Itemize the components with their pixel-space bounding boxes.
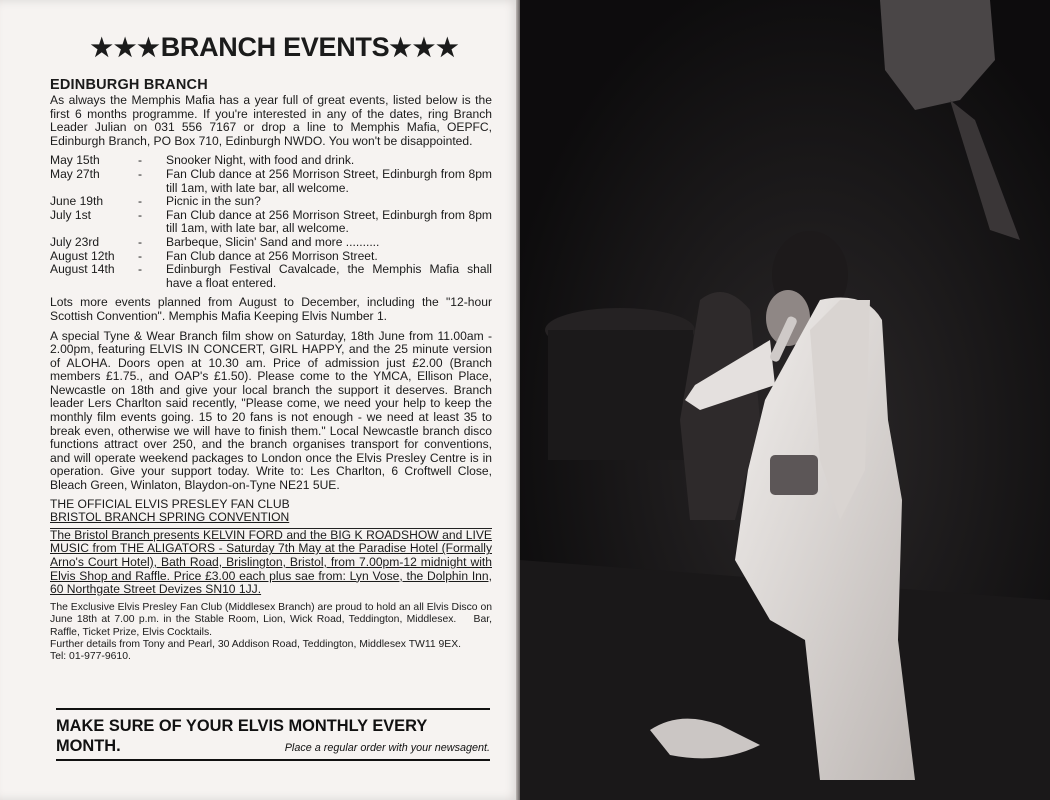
event-date: July 23rd xyxy=(50,234,100,249)
banner-note: Place a regular order with your newsagent. xyxy=(284,742,490,754)
event-date: August 12th xyxy=(50,248,115,263)
event-description: Fan Club dance at 256 Morrison Street. xyxy=(166,248,378,263)
event-row xyxy=(50,168,492,195)
page-title xyxy=(58,30,492,65)
banner-line-1: MAKE SURE OF YOUR ELVIS MONTHLY EVERY xyxy=(56,717,428,735)
event-dash: - xyxy=(138,262,143,277)
event-dash: - xyxy=(138,153,143,168)
title-stars-left: ★★★ xyxy=(90,34,161,62)
bristol-paragraph: The Bristol Branch presents KELVIN FORD and the BIG K ROADSHOW and LIVE MUSIC from THE ALIGATORS - Saturday 7th May at the Paradise Hotel (Formally Arno's Court Hotel), Bath Road, Brislington, Bristol, from 7.00pm-12 midnight with Elvis Shop and Raffle. Price £3.00 each plus sae from: Lyn Vose, the Dolphin Inn, 60 Northgate Street Devizes SN10 1JJ. xyxy=(50,527,492,597)
event-description: Fan Club dance at 256 Morrison Street, Edinburgh from 8pm till 1am, with late bar, all welcome. xyxy=(166,166,492,195)
performer-belt xyxy=(770,455,818,495)
article-column xyxy=(50,30,495,664)
event-date: July 1st xyxy=(50,207,91,222)
tyne-wear-paragraph: A special Tyne & Wear Branch film show on Saturday, 18th June from 11.00am - 2.00pm, featuring ELVIS IN CONCERT, GIRL HAPPY, and the 25 minute version of ALOHA. Doors open at 10.30 am. Price of admission just £2.00 (Branch members £1.75., and OAP's £1.50). Please come to the YMCA, Ellison Place, Newcastle on 18th and give your local branch the support it deserves. Branch leader Lers Charlton said recently, "Please come, we need your help to keep the monthly film events going. 15 to 20 fans is not enough - we need at least 35 to break even, otherwise we will have to finish them." Local Newcastle branch disco functions attract over 250, and the branch organises transport for conventions, and will operate weekend packages to London once the Elvis Presley Centre is in operation. Give your support today. Write to: Les Charlton, 6 Croftwell Close, Bleach Green, Winlaton, Blaydon-on-Tyne NE21 5UE. xyxy=(50,328,492,493)
event-dash: - xyxy=(138,166,143,181)
right-page-photo xyxy=(520,0,1050,800)
event-description: Picnic in the sun? xyxy=(166,194,261,209)
middlesex-paragraph: The Exclusive Elvis Presley Fan Club (Middlesex Branch) are proud to hold an all Elvis Disco on June 18th at 7.00 p.m. in the Stable Room, Lion, Wick Road, Teddington, Middlesex. Bar, Raffle, Ticket Prize, Elvis Cocktails. xyxy=(50,601,495,638)
event-date: May 15th xyxy=(50,153,100,168)
event-description: Snooker Night, with food and drink. xyxy=(166,153,355,168)
event-row xyxy=(50,236,492,250)
event-row xyxy=(50,195,492,209)
event-description: Barbeque, Slicin' Sand and more .......... xyxy=(166,234,380,249)
banner-line-2: MONTH. xyxy=(56,737,121,755)
subscribe-banner xyxy=(56,708,490,761)
bristol-club-line: THE OFFICIAL ELVIS PRESLEY FAN CLUB xyxy=(50,496,290,511)
event-row xyxy=(50,263,492,290)
middlesex-further: Further details from Tony and Pearl, 30 Addison Road, Teddington, Middlesex TW11 9EX. xyxy=(50,639,462,650)
left-page xyxy=(0,0,520,800)
event-row xyxy=(50,250,492,264)
event-dash: - xyxy=(138,207,143,222)
bristol-convention-heading: BRISTOL BRANCH SPRING CONVENTION xyxy=(50,510,290,525)
concert-photo xyxy=(520,0,1050,800)
event-description: Edinburgh Festival Cavalcade, the Memphis Mafia shall have a float entered. xyxy=(166,262,492,290)
middlesex-tel: Tel: 01-977-9610. xyxy=(50,651,131,663)
edinburgh-intro: As always the Memphis Mafia has a year full of great events, listed below is the first 6 months programme. If you're interested in any of the dates, ring Branch Leader Julian on 031 556 7167 or drop a line to Memphis Mafia, OEPFC, Edinburgh Branch, PO Box 710, Edinburgh NWDO. You won't be disappointed. xyxy=(50,93,492,148)
title-stars-right: ★★★ xyxy=(389,34,460,62)
event-row xyxy=(50,209,492,236)
event-description: Fan Club dance at 256 Morrison Street, Edinburgh from 8pm till 1am, with late bar, all welcome. xyxy=(166,207,492,236)
event-date: August 14th xyxy=(50,262,115,277)
event-dash: - xyxy=(138,248,143,263)
event-date: June 19th xyxy=(50,194,104,209)
drum-body xyxy=(548,330,693,460)
event-dash: - xyxy=(138,234,143,249)
event-row xyxy=(50,154,492,168)
event-date: May 27th xyxy=(50,166,100,181)
middlesex-block xyxy=(50,601,495,664)
event-dash: - xyxy=(138,194,143,209)
edinburgh-heading: EDINBURGH BRANCH xyxy=(50,77,208,93)
edinburgh-more: Lots more events planned from August to December, including the "12-hour Scottish Convention". Memphis Mafia Keeping Elvis Number 1. xyxy=(50,295,492,323)
page-title-text: BRANCH EVENTS xyxy=(160,32,390,62)
event-list xyxy=(50,154,492,290)
